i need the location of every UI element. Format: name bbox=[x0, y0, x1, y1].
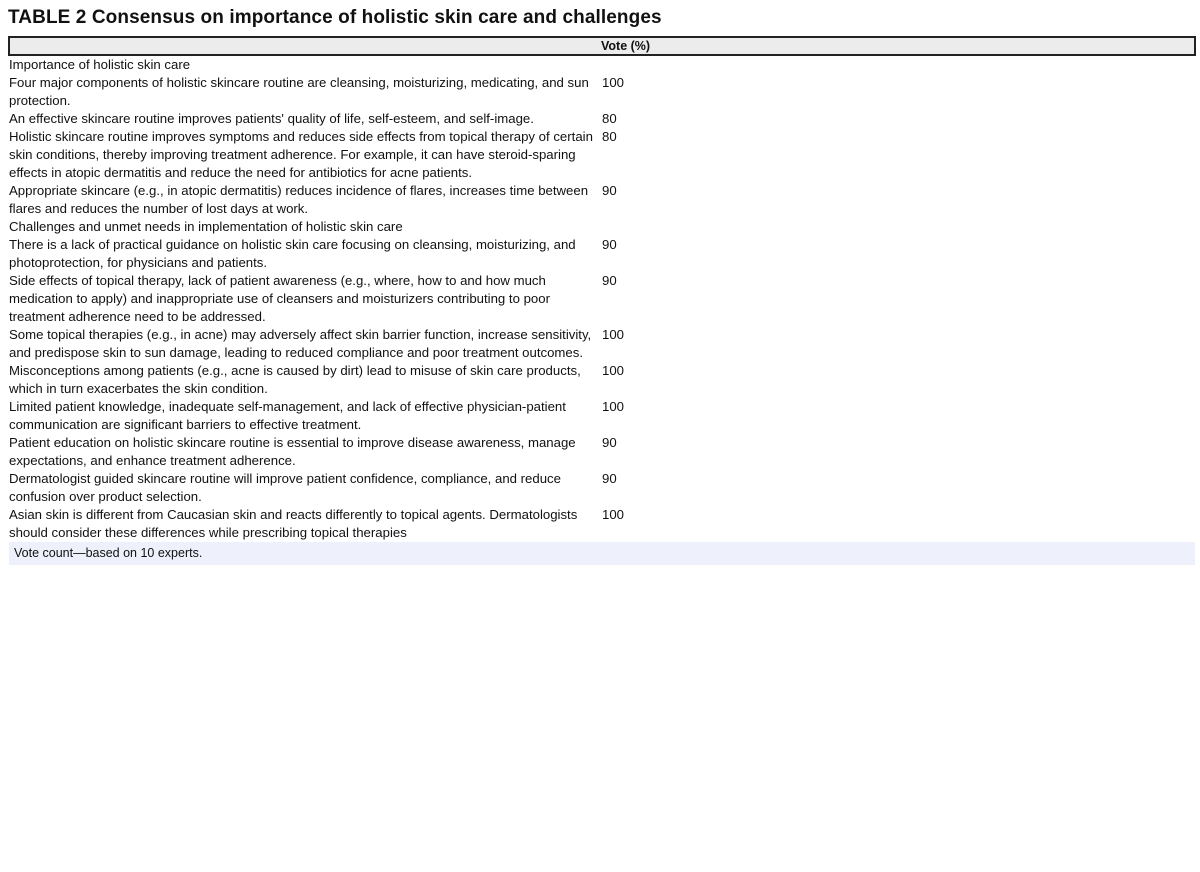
statement-cell: An effective skincare routine improves patients' quality of life, self-esteem, and self-image. bbox=[9, 111, 534, 126]
vote-cell: 100 bbox=[602, 327, 625, 342]
table-body bbox=[9, 55, 1195, 542]
vote-cell: 100 bbox=[602, 507, 625, 522]
table-container bbox=[8, 36, 1194, 565]
statement-cell: Some topical therapies (e.g., in acne) may adversely affect skin barrier function, increase sensitivity, and predispose skin to sun damage, leading to reduced compliance and poor treatment outcomes. bbox=[9, 327, 592, 360]
statement-cell: Patient education on holistic skincare routine is essential to improve disease awareness, manage expectations, and enhance treatment adherence. bbox=[9, 435, 576, 468]
vote-cell: 80 bbox=[602, 111, 617, 126]
statement-cell: Limited patient knowledge, inadequate self-management, and lack of effective physician-patient communication are significant barriers to effective treatment. bbox=[9, 399, 566, 432]
header-row bbox=[9, 37, 1195, 55]
vote-cell: 90 bbox=[602, 471, 617, 486]
vote-cell: 100 bbox=[602, 75, 625, 90]
statement-cell: Four major components of holistic skincare routine are cleansing, moisturizing, medicating, and sun protection. bbox=[9, 75, 589, 108]
table-title: TABLE 2 Consensus on importance of holistic skin care and challenges bbox=[8, 7, 662, 28]
table-row bbox=[9, 398, 1195, 434]
header-vote: Vote (%) bbox=[601, 37, 1195, 55]
vote-cell: 100 bbox=[602, 363, 625, 378]
statement-cell: Asian skin is different from Caucasian skin and reacts differently to topical agents. Dermatologists should consider these differences while prescribing topical therapies bbox=[9, 507, 578, 540]
vote-cell: 100 bbox=[602, 399, 625, 414]
statement-cell: Side effects of topical therapy, lack of patient awareness (e.g., where, how to and how much medication to apply) and inappropriate use of cleansers and moisturizers contributing to poor treatment adherence need to be addressed. bbox=[9, 273, 550, 324]
vote-cell: 90 bbox=[602, 237, 617, 252]
table-row bbox=[9, 362, 1195, 398]
table-footnote: Vote count—based on 10 experts. bbox=[9, 542, 1195, 565]
section-heading-row bbox=[9, 218, 1195, 236]
table-row bbox=[9, 182, 1195, 218]
table-row bbox=[9, 326, 1195, 362]
statement-cell: Appropriate skincare (e.g., in atopic dermatitis) reduces incidence of flares, increases time between flares and reduces the number of lost days at work. bbox=[9, 183, 589, 216]
header-statement bbox=[9, 37, 601, 55]
statement-cell: Misconceptions among patients (e.g., acne is caused by dirt) lead to misuse of skin care products, which in turn exacerbates the skin condition. bbox=[9, 363, 581, 396]
section-heading: Challenges and unmet needs in implementation of holistic skin care bbox=[9, 219, 403, 234]
table-row bbox=[9, 236, 1195, 272]
footnote-row bbox=[9, 542, 1195, 565]
section-heading: Importance of holistic skin care bbox=[9, 57, 191, 72]
vote-cell: 90 bbox=[602, 183, 617, 198]
table-row bbox=[9, 110, 1195, 128]
consensus-table bbox=[8, 36, 1196, 565]
vote-cell: 80 bbox=[602, 129, 617, 144]
section-heading-row bbox=[9, 55, 1195, 74]
statement-cell: Holistic skincare routine improves symptoms and reduces side effects from topical therapy of certain skin conditions, thereby improving treatment adherence. For example, it can have steroid-sparing effects in atopic dermatitis and reduce the need for antibiotics for acne patients. bbox=[9, 129, 593, 180]
table-row bbox=[9, 128, 1195, 182]
table-row bbox=[9, 506, 1195, 542]
table-row bbox=[9, 470, 1195, 506]
vote-cell: 90 bbox=[602, 273, 617, 288]
statement-cell: Dermatologist guided skincare routine will improve patient confidence, compliance, and reduce confusion over product selection. bbox=[9, 471, 561, 504]
vote-cell: 90 bbox=[602, 435, 617, 450]
table-row bbox=[9, 434, 1195, 470]
table-row bbox=[9, 74, 1195, 110]
table-row bbox=[9, 272, 1195, 326]
statement-cell: There is a lack of practical guidance on holistic skin care focusing on cleansing, moisturizing, and photoprotection, for physicians and patients. bbox=[9, 237, 576, 270]
